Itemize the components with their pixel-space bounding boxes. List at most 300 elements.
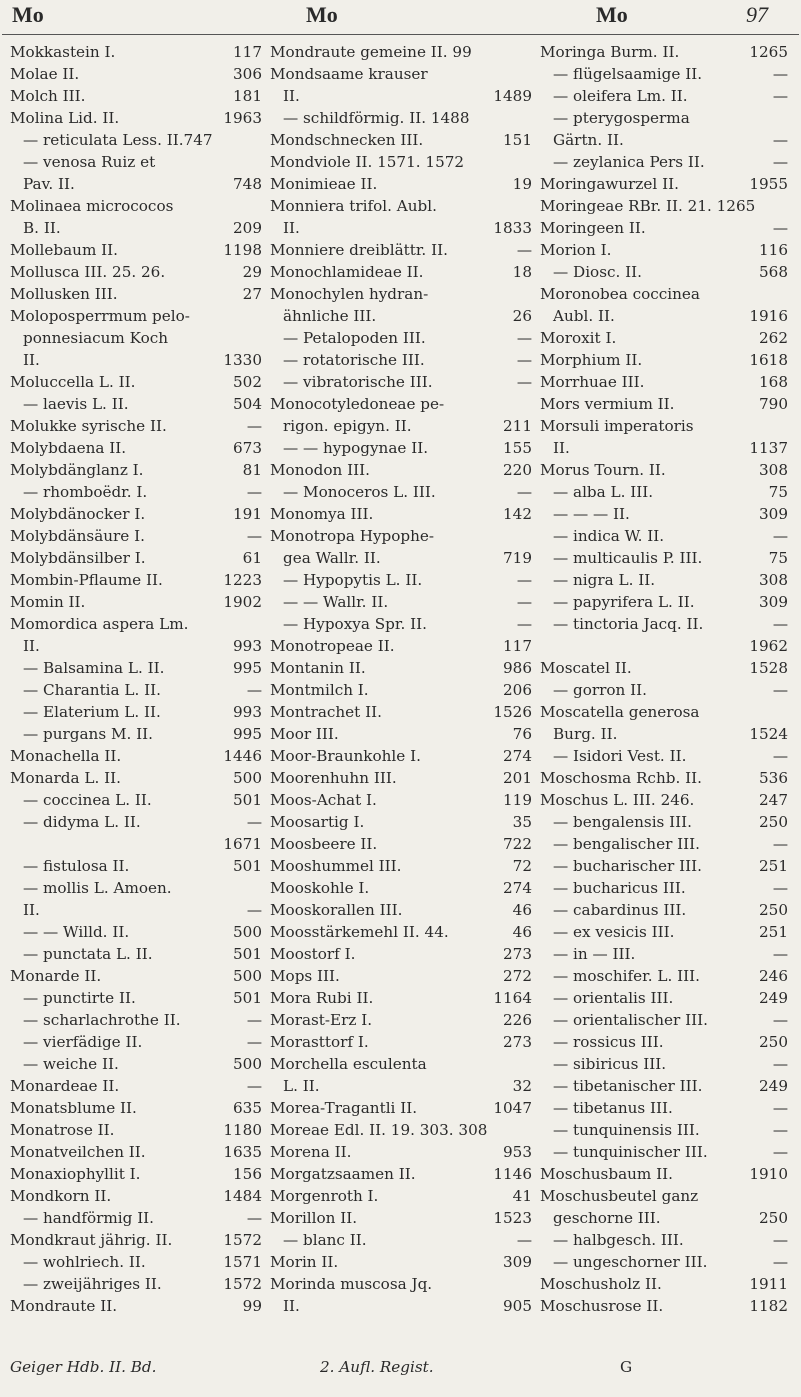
- index-entry: [540, 855, 788, 877]
- entry-term: Monatrose II.: [10, 1121, 115, 1139]
- entry-term: Molinaea micrococos: [10, 197, 174, 215]
- index-entry: [540, 415, 788, 437]
- index-entry: [270, 1295, 532, 1317]
- index-entry: [540, 305, 788, 327]
- entry-page-ref: 1833: [493, 219, 532, 237]
- entry-page-ref: 32: [512, 1077, 532, 1095]
- entry-page-ref: —: [772, 615, 788, 633]
- entry-term: — coccinea L. II.: [23, 791, 152, 809]
- entry-page-ref: 635: [233, 1099, 262, 1117]
- entry-page-ref: 308: [759, 461, 788, 479]
- index-entry: [10, 261, 262, 283]
- entry-term: Moscatel II.: [540, 659, 632, 677]
- entry-page-ref: 748: [233, 175, 262, 193]
- entry-term: Molybdänglanz I.: [10, 461, 144, 479]
- entry-page-ref: —: [516, 615, 532, 633]
- index-entry: [270, 635, 532, 657]
- entry-page-ref: 309: [759, 505, 788, 523]
- entry-term: Mora Rubi II.: [270, 989, 374, 1007]
- entry-page-ref: 251: [759, 923, 788, 941]
- entry-term: Monatveilchen II.: [10, 1143, 146, 1161]
- entry-page-ref: 246: [759, 967, 788, 985]
- entry-term: — Charantia L. II.: [23, 681, 161, 699]
- entry-page-ref: —: [516, 1231, 532, 1249]
- entry-page-ref: —: [516, 241, 532, 259]
- index-entry: [270, 1075, 532, 1097]
- entry-page-ref: 26: [512, 307, 532, 325]
- index-entry: [10, 943, 262, 965]
- entry-page-ref: 500: [233, 967, 262, 985]
- entry-page-ref: —: [246, 483, 262, 501]
- entry-term: Monotropa Hypophe-: [270, 527, 435, 545]
- index-entry: [540, 1251, 788, 1273]
- entry-term: Monardeae II.: [10, 1077, 120, 1095]
- entry-page-ref: 272: [503, 967, 532, 985]
- entry-term: — nigra L. II.: [553, 571, 656, 589]
- entry-page-ref: —: [516, 329, 532, 347]
- index-column-1: [10, 41, 262, 1317]
- entry-term: Mollusken III.: [10, 285, 118, 303]
- index-entry: [540, 1229, 788, 1251]
- index-entry: [270, 877, 532, 899]
- entry-page-ref: 986: [503, 659, 532, 677]
- entry-page-ref: 41: [512, 1187, 532, 1205]
- entry-page-ref: —: [772, 527, 788, 545]
- entry-page-ref: 262: [759, 329, 788, 347]
- index-entry: [10, 481, 262, 503]
- entry-page-ref: —: [516, 483, 532, 501]
- entry-term: Mondsaame krauser: [270, 65, 428, 83]
- index-entry: [540, 591, 788, 613]
- entry-term: Morgenroth I.: [270, 1187, 379, 1205]
- entry-term: Monodon III.: [270, 461, 370, 479]
- index-entry: [540, 525, 788, 547]
- entry-page-ref: 250: [759, 901, 788, 919]
- entry-term: Aubl. II.: [553, 307, 615, 325]
- header-right: Mo: [596, 2, 628, 27]
- entry-term: ponnesiacum Koch: [23, 329, 169, 347]
- index-entry: [270, 899, 532, 921]
- index-entry: [10, 547, 262, 569]
- entry-term: — — Wallr. II.: [283, 593, 389, 611]
- index-entry: [540, 613, 788, 635]
- entry-term: — bucharischer III.: [553, 857, 702, 875]
- entry-term: Moosbeere II.: [270, 835, 378, 853]
- entry-term: Monarda L. II.: [10, 769, 121, 787]
- entry-term: Monniere dreiblättr. II.: [270, 241, 448, 259]
- entry-term: Mollebaum II.: [10, 241, 119, 259]
- index-entry: [10, 1251, 262, 1273]
- index-entry: [540, 239, 788, 261]
- entry-term: — Diosc. II.: [553, 263, 642, 281]
- index-entry: [270, 525, 532, 547]
- entry-term: — purgans M. II.: [23, 725, 153, 743]
- entry-term: Montanin II.: [270, 659, 366, 677]
- entry-term: Monochylen hydran-: [270, 285, 429, 303]
- index-column-2: [270, 41, 532, 1317]
- entry-term: — zeylanica Pers II.: [553, 153, 705, 171]
- entry-page-ref: 993: [233, 637, 262, 655]
- index-entry: [10, 767, 262, 789]
- index-entry: [270, 657, 532, 679]
- entry-page-ref: 308: [759, 571, 788, 589]
- entry-term: — papyrifera L. II.: [553, 593, 695, 611]
- entry-term: — rossicus III.: [553, 1033, 664, 1051]
- entry-page-ref: 72: [512, 857, 532, 875]
- entry-page-ref: 1137: [749, 439, 788, 457]
- footer-left: Geiger Hdb. II. Bd.: [10, 1358, 157, 1376]
- entry-term: Burg. II.: [553, 725, 618, 743]
- entry-term: Moosstärkemehl II. 44.: [270, 923, 449, 941]
- entry-page-ref: 673: [233, 439, 262, 457]
- index-entry: [540, 85, 788, 107]
- entry-term: ähnliche III.: [283, 307, 377, 325]
- entry-term: — bucharicus III.: [553, 879, 686, 897]
- entry-page-ref: —: [772, 945, 788, 963]
- entry-page-ref: —: [246, 813, 262, 831]
- entry-term: Monniera trifol. Aubl.: [270, 197, 437, 215]
- entry-page-ref: —: [516, 373, 532, 391]
- entry-page-ref: 117: [233, 43, 262, 61]
- index-entry: [10, 459, 262, 481]
- index-entry: [270, 591, 532, 613]
- entry-page-ref: —: [246, 1011, 262, 1029]
- entry-page-ref: 46: [512, 901, 532, 919]
- entry-page-ref: 1528: [749, 659, 788, 677]
- index-entry: [540, 745, 788, 767]
- entry-page-ref: 1572: [223, 1275, 262, 1293]
- index-entry: [540, 393, 788, 415]
- entry-term: Moringeae RBr. II. 21. 1265: [540, 197, 756, 215]
- index-entry: [10, 239, 262, 261]
- index-entry: [10, 789, 262, 811]
- entry-term: — sibiricus III.: [553, 1055, 667, 1073]
- index-entry: [10, 723, 262, 745]
- entry-page-ref: 790: [759, 395, 788, 413]
- entry-term: Gärtn. II.: [553, 131, 624, 149]
- entry-term: — reticulata Less. II.747: [23, 131, 213, 149]
- index-entry: [540, 151, 788, 173]
- entry-term: Moostorf I.: [270, 945, 356, 963]
- entry-page-ref: —: [246, 417, 262, 435]
- entry-page-ref: 500: [233, 1055, 262, 1073]
- entry-page-ref: —: [246, 1209, 262, 1227]
- entry-term: — oleifera Lm. II.: [553, 87, 688, 105]
- index-entry: [10, 1295, 262, 1317]
- index-entry: [10, 393, 262, 415]
- entry-page-ref: —: [246, 1077, 262, 1095]
- entry-term: Mondviole II. 1571. 1572: [270, 153, 465, 171]
- entry-page-ref: 251: [759, 857, 788, 875]
- entry-term: Mondkraut jährig. II.: [10, 1231, 173, 1249]
- entry-term: Moscatella generosa: [540, 703, 700, 721]
- entry-term: Mooshummel III.: [270, 857, 402, 875]
- entry-page-ref: 61: [242, 549, 262, 567]
- entry-page-ref: 722: [503, 835, 532, 853]
- entry-term: — in — III.: [553, 945, 636, 963]
- entry-page-ref: —: [772, 879, 788, 897]
- entry-page-ref: 1524: [749, 725, 788, 743]
- entry-page-ref: 191: [233, 505, 262, 523]
- entry-page-ref: 719: [503, 549, 532, 567]
- entry-page-ref: 1484: [223, 1187, 262, 1205]
- index-entry: [540, 1295, 788, 1317]
- entry-term: Morillon II.: [270, 1209, 358, 1227]
- index-entry: [10, 437, 262, 459]
- entry-page-ref: —: [772, 1253, 788, 1271]
- entry-page-ref: 568: [759, 263, 788, 281]
- entry-term: Monochlamideae II.: [270, 263, 424, 281]
- entry-term: Molae II.: [10, 65, 80, 83]
- index-entry: [540, 107, 788, 129]
- index-entry: [270, 1141, 532, 1163]
- index-entry: [10, 503, 262, 525]
- index-entry: [540, 987, 788, 1009]
- entry-page-ref: 249: [759, 989, 788, 1007]
- entry-page-ref: 501: [233, 989, 262, 1007]
- entry-page-ref: 1180: [223, 1121, 262, 1139]
- index-entry: [540, 41, 788, 63]
- entry-page-ref: 226: [503, 1011, 532, 1029]
- entry-page-ref: —: [772, 1099, 788, 1117]
- index-entry: [270, 1251, 532, 1273]
- entry-term: — tibetanischer III.: [553, 1077, 703, 1095]
- index-entry: [540, 503, 788, 525]
- entry-term: Morast-Erz I.: [270, 1011, 373, 1029]
- index-entry: [270, 195, 532, 217]
- entry-term: — fistulosa II.: [23, 857, 130, 875]
- entry-page-ref: 501: [233, 791, 262, 809]
- entry-term: — Petalopoden III.: [283, 329, 426, 347]
- entry-page-ref: 117: [503, 637, 532, 655]
- entry-term: Moronobea coccinea: [540, 285, 700, 303]
- index-entry: [10, 283, 262, 305]
- index-entry: [540, 371, 788, 393]
- entry-page-ref: 501: [233, 945, 262, 963]
- entry-term: — mollis L. Amoen.: [23, 879, 172, 897]
- index-entry: [540, 195, 788, 217]
- index-entry: [540, 679, 788, 701]
- entry-page-ref: —: [246, 681, 262, 699]
- entry-term: Molch III.: [10, 87, 86, 105]
- index-entry: [270, 921, 532, 943]
- index-entry: [10, 1031, 262, 1053]
- index-entry: [540, 569, 788, 591]
- entry-term: Mondschnecken III.: [270, 131, 424, 149]
- index-entry: [270, 1163, 532, 1185]
- index-entry: [270, 415, 532, 437]
- index-entry: [540, 283, 788, 305]
- entry-term: rigon. epigyn. II.: [283, 417, 412, 435]
- index-entry: [10, 305, 262, 327]
- entry-term: II.: [283, 1297, 300, 1315]
- index-entry: [540, 327, 788, 349]
- header-left: Mo: [12, 2, 44, 27]
- header-rule: [2, 34, 799, 35]
- entry-page-ref: 250: [759, 1209, 788, 1227]
- entry-page-ref: —: [772, 219, 788, 237]
- entry-page-ref: 1489: [493, 87, 532, 105]
- entry-page-ref: 1446: [223, 747, 262, 765]
- entry-term: Moschus L. III. 246.: [540, 791, 695, 809]
- entry-term: Monaxiophyllit I.: [10, 1165, 141, 1183]
- entry-page-ref: 1572: [223, 1231, 262, 1249]
- entry-term: Moringeen II.: [540, 219, 646, 237]
- entry-page-ref: —: [246, 1033, 262, 1051]
- index-entry: [10, 525, 262, 547]
- index-entry: [540, 1207, 788, 1229]
- entry-term: Moschosma Rchb. II.: [540, 769, 702, 787]
- index-entry: [10, 1163, 262, 1185]
- entry-page-ref: —: [772, 1055, 788, 1073]
- entry-term: — cabardinus III.: [553, 901, 687, 919]
- entry-page-ref: 953: [503, 1143, 532, 1161]
- index-entry: [10, 1229, 262, 1251]
- index-entry: [10, 833, 262, 855]
- entry-term: — Monoceros L. III.: [283, 483, 436, 501]
- entry-page-ref: 995: [233, 659, 262, 677]
- entry-page-ref: 501: [233, 857, 262, 875]
- entry-term: II.: [23, 637, 40, 655]
- entry-page-ref: 250: [759, 813, 788, 831]
- index-entry: [540, 635, 788, 657]
- index-entry: [270, 943, 532, 965]
- entry-term: — wohlriech. II.: [23, 1253, 146, 1271]
- entry-term: Monimieae II.: [270, 175, 378, 193]
- entry-page-ref: 1911: [749, 1275, 788, 1293]
- index-entry: [270, 129, 532, 151]
- index-entry: [10, 1207, 262, 1229]
- entry-page-ref: 1164: [493, 989, 532, 1007]
- entry-term: Moroxit I.: [540, 329, 617, 347]
- entry-term: — indica W. II.: [553, 527, 665, 545]
- footer-right: G: [620, 1358, 633, 1376]
- index-entry: [540, 833, 788, 855]
- index-entry: [270, 1031, 532, 1053]
- entry-term: geschorne III.: [553, 1209, 661, 1227]
- entry-page-ref: 1963: [223, 109, 262, 127]
- entry-term: Moor III.: [270, 725, 339, 743]
- entry-page-ref: —: [772, 87, 788, 105]
- entry-term: — punctirte II.: [23, 989, 136, 1007]
- entry-term: — weiche II.: [23, 1055, 119, 1073]
- entry-term: L. II.: [283, 1077, 320, 1095]
- index-entry: [270, 811, 532, 833]
- index-entry: [10, 327, 262, 349]
- index-entry: [270, 745, 532, 767]
- entry-term: Morin II.: [270, 1253, 339, 1271]
- index-entry: [270, 1097, 532, 1119]
- entry-page-ref: 1523: [493, 1209, 532, 1227]
- index-entry: [540, 877, 788, 899]
- entry-page-ref: —: [772, 1121, 788, 1139]
- entry-page-ref: —: [772, 65, 788, 83]
- entry-term: Mooskohle I.: [270, 879, 370, 897]
- entry-term: Moringawurzel II.: [540, 175, 679, 193]
- entry-term: — blanc II.: [283, 1231, 367, 1249]
- header-center: Mo: [306, 2, 338, 27]
- page-header: [0, 0, 801, 36]
- entry-page-ref: —: [772, 747, 788, 765]
- entry-page-ref: 273: [503, 945, 532, 963]
- index-entry: [540, 1141, 788, 1163]
- entry-page-ref: 1671: [223, 835, 262, 853]
- entry-term: Moor-Braunkohle I.: [270, 747, 421, 765]
- page-footer: [10, 1356, 790, 1378]
- index-entry: [270, 1229, 532, 1251]
- index-entry: [270, 481, 532, 503]
- index-entry: [540, 1075, 788, 1097]
- index-entry: [10, 569, 262, 591]
- entry-term: Mondkorn II.: [10, 1187, 112, 1205]
- index-entry: [10, 41, 262, 63]
- index-entry: [10, 635, 262, 657]
- entry-term: — orientalischer III.: [553, 1011, 708, 1029]
- entry-term: Morchella esculenta: [270, 1055, 427, 1073]
- entry-page-ref: 1526: [493, 703, 532, 721]
- index-entry: [270, 547, 532, 569]
- entry-page-ref: 274: [503, 747, 532, 765]
- entry-page-ref: 99: [242, 1297, 262, 1315]
- index-entry: [540, 1185, 788, 1207]
- index-entry: [10, 1097, 262, 1119]
- index-entry: [10, 371, 262, 393]
- entry-page-ref: 536: [759, 769, 788, 787]
- index-entry: [540, 1119, 788, 1141]
- entry-term: Mollusca III. 25. 26.: [10, 263, 166, 281]
- entry-term: — scharlachrothe II.: [23, 1011, 181, 1029]
- entry-page-ref: 1955: [749, 175, 788, 193]
- index-entry: [10, 173, 262, 195]
- entry-term: — rhomboëdr. I.: [23, 483, 148, 501]
- entry-page-ref: 29: [242, 263, 262, 281]
- index-entry: [10, 85, 262, 107]
- entry-page-ref: 19: [512, 175, 532, 193]
- index-entry: [270, 723, 532, 745]
- entry-page-ref: 247: [759, 791, 788, 809]
- index-entry: [10, 1273, 262, 1295]
- entry-term: Mondraute II.: [10, 1297, 118, 1315]
- entry-term: Montrachet II.: [270, 703, 382, 721]
- index-entry: [540, 129, 788, 151]
- entry-term: Morinda muscosa Jq.: [270, 1275, 433, 1293]
- index-entry: [540, 899, 788, 921]
- index-entry: [270, 459, 532, 481]
- entry-page-ref: 274: [503, 879, 532, 897]
- entry-page-ref: 504: [233, 395, 262, 413]
- entry-term: Moos-Achat I.: [270, 791, 377, 809]
- index-entry: [10, 987, 262, 1009]
- entry-page-ref: 1047: [493, 1099, 532, 1117]
- entry-page-ref: 75: [768, 549, 788, 567]
- entry-page-ref: 168: [759, 373, 788, 391]
- entry-page-ref: —: [772, 1231, 788, 1249]
- entry-term: II.: [23, 351, 40, 369]
- index-entry: [270, 855, 532, 877]
- index-entry: [270, 679, 532, 701]
- entry-term: — tinctoria Jacq. II.: [553, 615, 704, 633]
- index-entry: [270, 1119, 532, 1141]
- entry-page-ref: 250: [759, 1033, 788, 1051]
- entry-term: — tunquinischer III.: [553, 1143, 708, 1161]
- entry-page-ref: 116: [759, 241, 788, 259]
- entry-term: — rotatorische III.: [283, 351, 425, 369]
- entry-term: — zweijähriges II.: [23, 1275, 162, 1293]
- entry-term: — tunquinensis III.: [553, 1121, 700, 1139]
- index-entry: [10, 855, 262, 877]
- entry-term: II.: [283, 87, 300, 105]
- index-entry: [270, 1053, 532, 1075]
